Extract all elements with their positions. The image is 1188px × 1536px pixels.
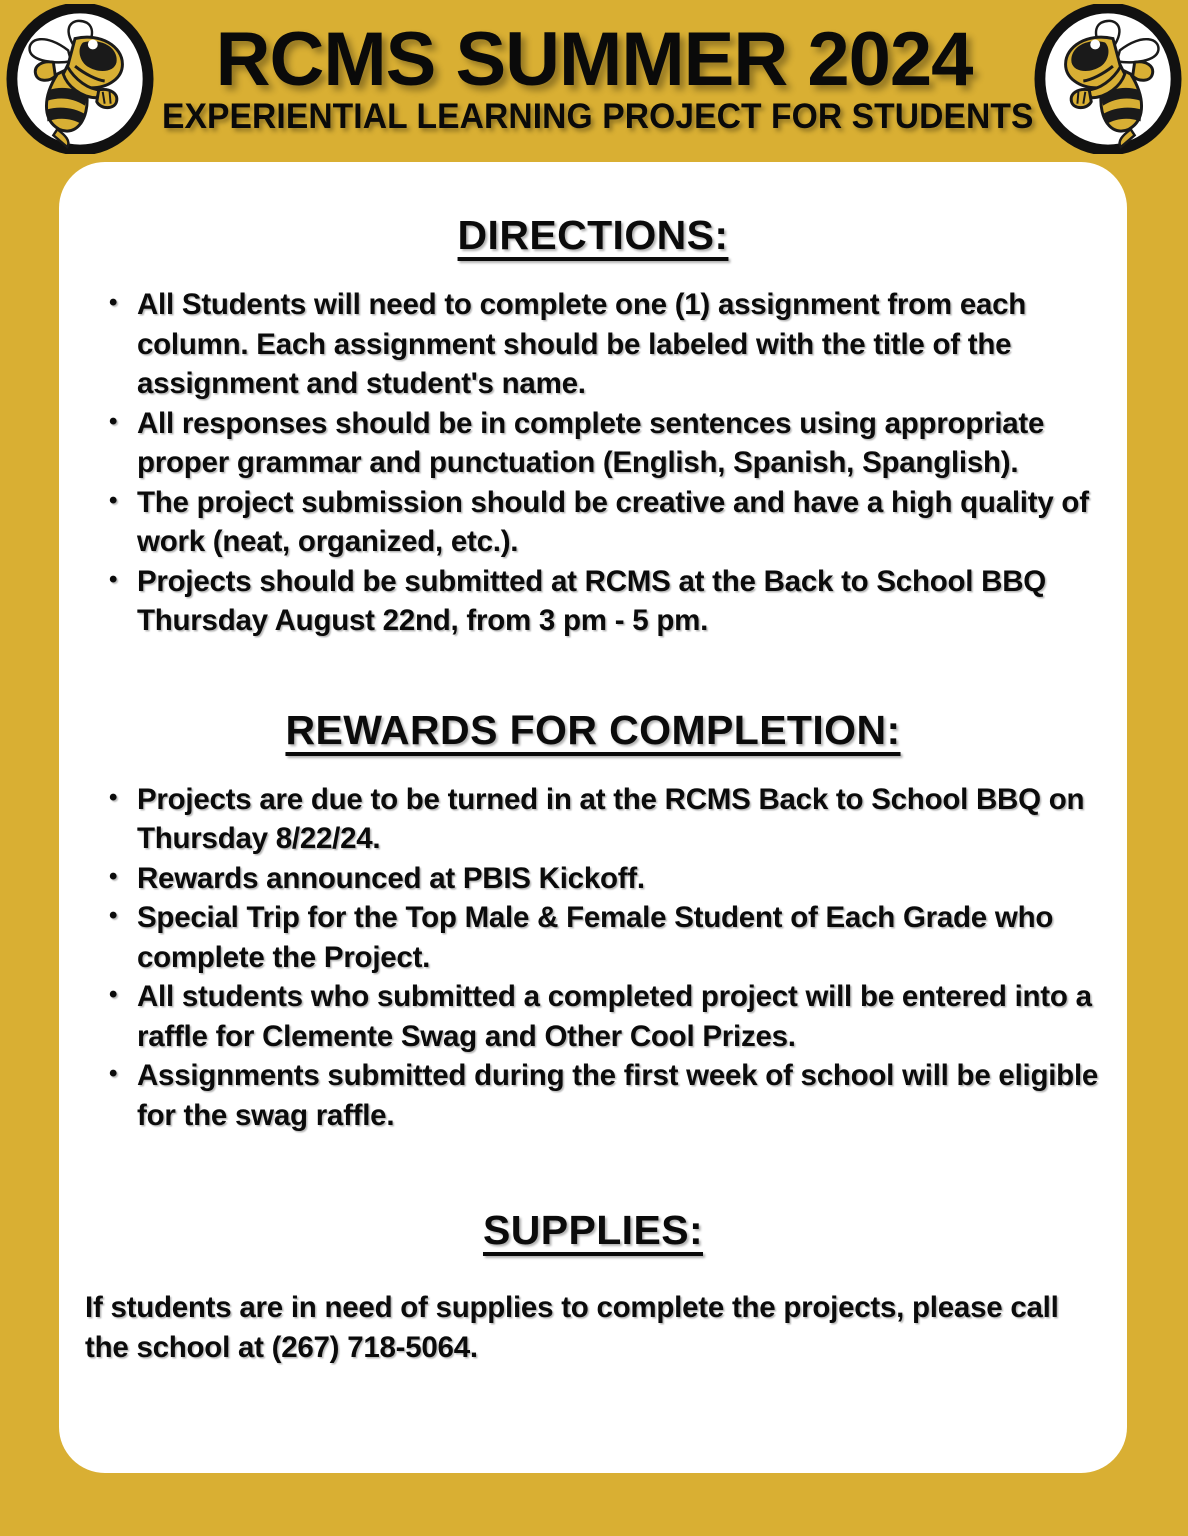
directions-heading: DIRECTIONS: [457,212,729,258]
directions-list [59,285,1127,641]
list-item: • Special Trip for the Top Male & Female Student of Each Grade who complete the Project. [109,898,1105,977]
supplies-heading: SUPPLIES: [482,1207,704,1254]
list-item: • All Students will need to complete one (1) assignment from each column. Each assignment should be labeled with the title of the assignment and student's name. [109,285,1105,404]
rewards-heading: REWARDS FOR COMPLETION: [285,706,901,753]
page-header [0,0,1188,162]
supplies-body-text: If students are in need of supplies to complete the projects, please call the school at (267) 718-5064. [85,1291,1059,1365]
content-card [59,162,1127,1473]
list-item: • All students who submitted a completed project will be entered into a raffle for Clemente Swag and Other Cool Prizes. [109,977,1105,1056]
list-item: • Rewards announced at PBIS Kickoff. [109,859,1105,899]
list-item: • Projects should be submitted at RCMS at the Back to School BBQ Thursday August 22nd, from 3 pm - 5 pm. [109,562,1105,641]
list-item: • Projects are due to be turned in at the RCMS Back to School BBQ on Thursday 8/22/24. [109,780,1105,859]
list-item: • Assignments submitted during the first week of school will be eligible for the swag raffle. [109,1056,1105,1135]
list-item: • The project submission should be creative and have a high quality of work (neat, organized, etc.). [109,483,1105,562]
list-item: • All responses should be in complete sentences using appropriate proper grammar and punctuation (English, Spanish, Spanglish). [109,404,1105,483]
header-text-block [144,17,1044,137]
page-title: RCMS SUMMER 2024 [215,17,973,102]
rewards-list [59,780,1127,1136]
yellowjacket-mascot-icon [6,4,154,154]
page-subtitle: EXPERIENTIAL LEARNING PROJECT FOR STUDENTS [162,97,1034,137]
yellowjacket-mascot-icon [1034,4,1182,154]
